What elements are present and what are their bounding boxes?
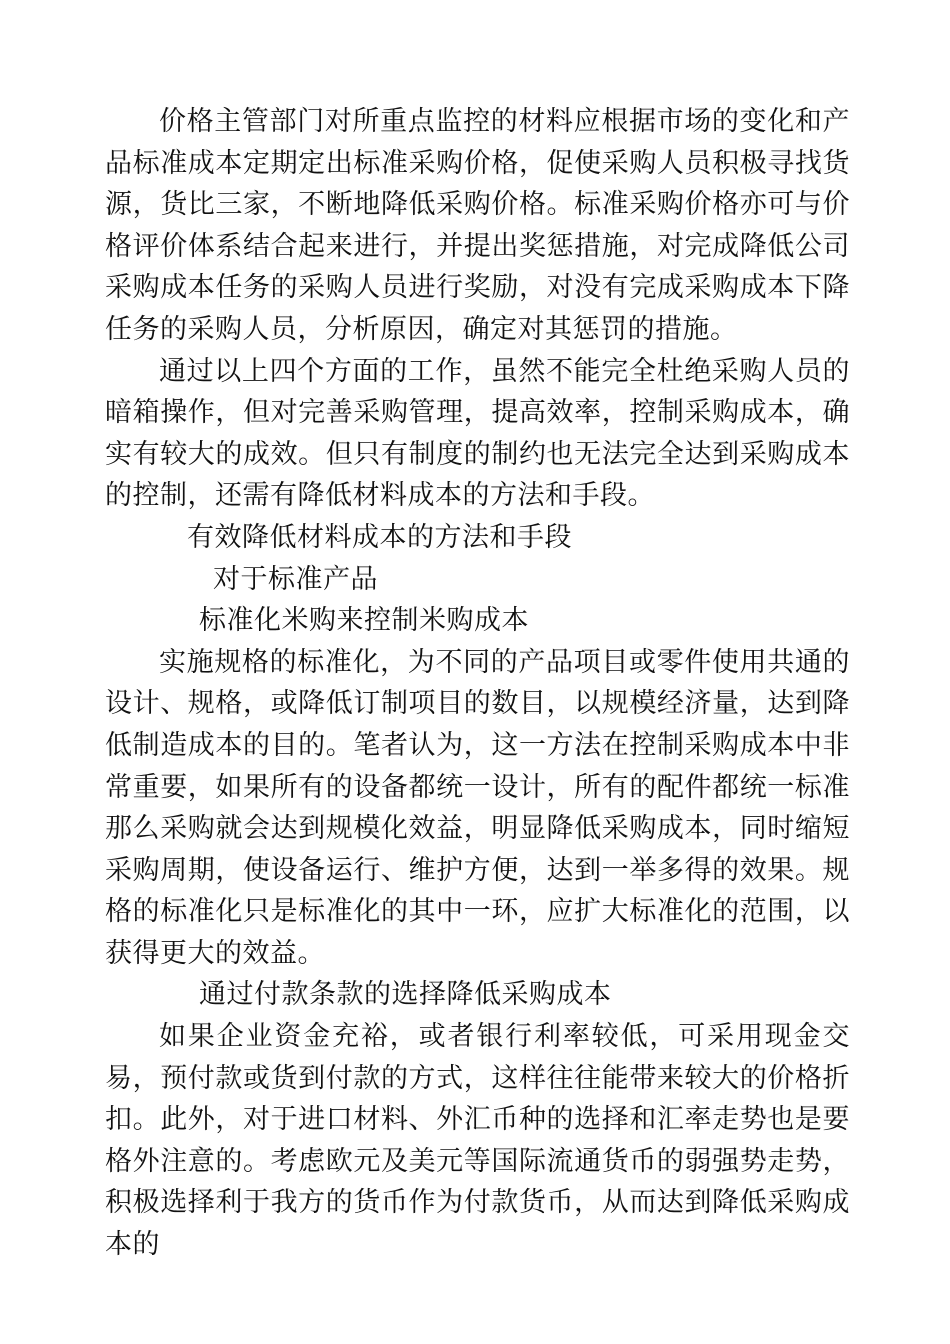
heading-cost-reduction-methods: 有效降低材料成本的方法和手段 [187, 521, 572, 553]
paragraph-management-effect: 通过以上四个方面的工作，虽然不能完全杜绝采购人员的暗箱操作，但对完善采购管理，提高效率，控制采购成本，确实有较大的成效。但只有制度的制约也无法完全达到采购成本的控制，还需有降低材料成本的方法和手段。 [105, 355, 850, 512]
paragraph-standardization: 实施规格的标准化，为不同的产品项目或零件使用共通的设计、规格，或降低订制项目的数目，以规模经济量，达到降低制造成本的目的。笔者认为，这一方法在控制采购成本中非常重要，如果所有的设备都统一设计，所有的配件都统一标准那么采购就会达到规模化效益，明显降低采购成本，同时缩短采购周期，使设备运行、维护方便，达到一举多得的效果。规格的标准化只是标准化的其中一环，应扩大标准化的范围，以获得更大的效益。 [105, 646, 850, 969]
paragraph-standard-price: 价格主管部门对所重点监控的材料应根据市场的变化和产品标准成本定期定出标准采购价格，促使采购人员积极寻找货源，货比三家，不断地降低采购价格。标准采购价格亦可与价格评价体系结合起来进行，并提出奖惩措施，对完成降低公司采购成本任务的采购人员进行奖励，对没有完成采购成本下降任务的采购人员，分析原因，确定对其惩罚的措施。 [105, 106, 850, 345]
heading-standard-products: 对于标准产品 [213, 563, 378, 595]
document-page [105, 101, 850, 1266]
heading-payment-terms: 通过付款条款的选择降低采购成本 [199, 979, 612, 1011]
paragraph-payment-terms: 如果企业资金充裕，或者银行利率较低，可采用现金交易，预付款或货到付款的方式，这样往往能带来较大的价格折扣。此外，对于进口材料、外汇币种的选择和汇率走势也是要格外注意的。考虑欧元及美元等国际流通货币的弱强势走势，积极选择利于我方的货币作为付款货币，从而达到降低采购成本的 [105, 1021, 850, 1261]
heading-standardized-purchasing: 标准化米购来控制米购成本 [199, 605, 529, 637]
